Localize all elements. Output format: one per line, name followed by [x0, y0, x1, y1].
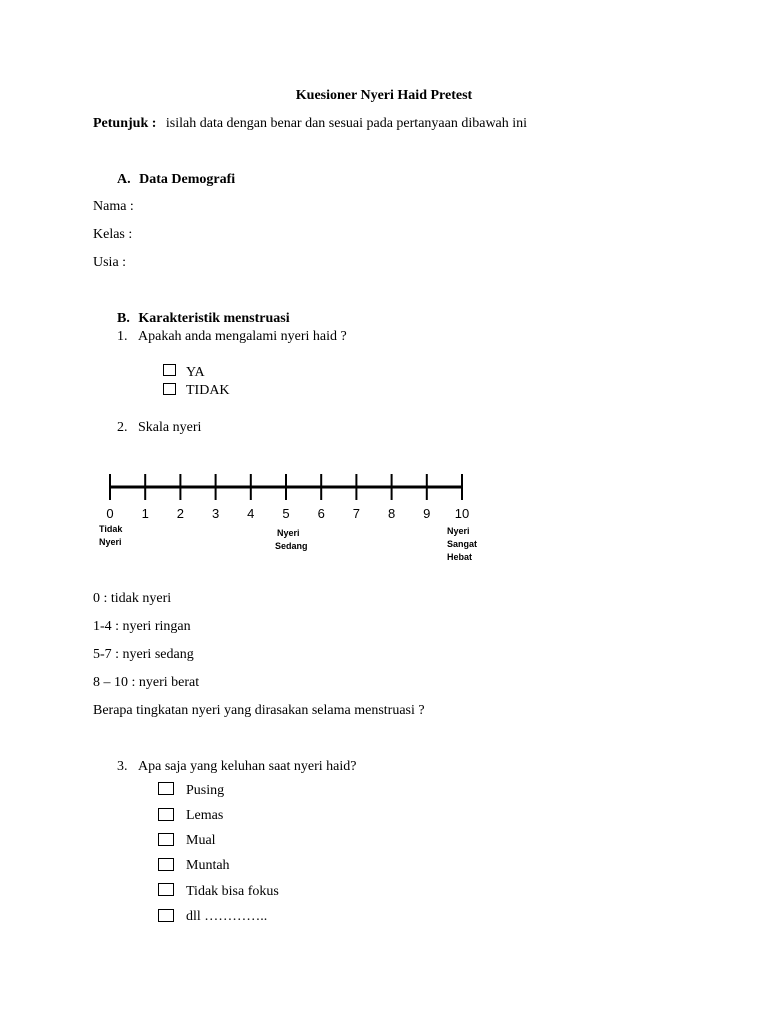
question-3-number: 3. — [117, 759, 128, 774]
scale-tick-label-8: 8 — [387, 506, 396, 521]
scale-tick-label-4: 4 — [247, 506, 255, 521]
checkbox-pusing[interactable] — [158, 782, 174, 795]
field-kelas: Kelas : — [93, 227, 133, 242]
label-low-line-1: Tidak — [99, 524, 123, 534]
question-1-number: 1. — [117, 329, 128, 344]
question-3-text: Apa saja yang keluhan saat nyeri haid? — [138, 759, 357, 774]
field-usia: Usia : — [93, 255, 127, 270]
checkbox-muntah[interactable] — [158, 858, 174, 871]
option-pusing-label: Pusing — [186, 783, 225, 798]
section-a-title: Data Demografi — [139, 172, 236, 187]
option-dll-label: dll ………….. — [186, 909, 268, 924]
label-high-line-2: Sangat — [447, 539, 478, 549]
checkbox-tidak[interactable] — [163, 383, 176, 395]
scale-tick-label-9: 9 — [423, 506, 431, 521]
label-mid-line-2: Sedang — [275, 541, 308, 551]
label-mid-line-1: Nyeri — [277, 528, 300, 538]
scale-tick-label-1: 1 — [141, 506, 149, 521]
option-tidak-bisa-fokus-label: Tidak bisa fokus — [186, 884, 279, 899]
scale-tick-label-6: 6 — [317, 506, 325, 521]
question-2-text: Skala nyeri — [138, 420, 202, 435]
checkbox-mual[interactable] — [158, 833, 174, 846]
option-lemas-label: Lemas — [186, 808, 224, 823]
section-b-marker: B. — [117, 311, 130, 326]
label-high-line-1: Nyeri — [447, 526, 470, 536]
checkbox-dll[interactable] — [158, 909, 174, 922]
section-b-heading — [117, 312, 290, 326]
scale-tick-label-7: 7 — [352, 506, 361, 521]
question-2 — [117, 421, 201, 435]
pain-scale — [90, 465, 490, 575]
question-2-number: 2. — [117, 420, 128, 435]
instruction-text: isilah data dengan benar dan sesuai pada pertanyaan dibawah ini — [165, 116, 528, 131]
legend-2: 5-7 : nyeri sedang — [93, 647, 194, 662]
field-nama: Nama : — [93, 199, 134, 214]
scale-tick-label-10: 10 — [454, 506, 470, 521]
instruction-label: Petunjuk : — [93, 116, 157, 131]
question-1-text: Apakah anda mengalami nyeri haid ? — [138, 329, 347, 344]
section-a-heading — [117, 173, 235, 187]
legend-3: 8 – 10 : nyeri berat — [93, 675, 200, 690]
label-low-line-2: Nyeri — [99, 537, 122, 547]
checkbox-tidak-bisa-fokus[interactable] — [158, 883, 174, 896]
instruction — [93, 117, 527, 131]
question-3 — [117, 760, 356, 774]
scale-tick-label-5: 5 — [282, 506, 290, 521]
checkbox-ya[interactable] — [163, 364, 176, 376]
section-a-marker: A. — [117, 172, 131, 187]
section-b-title: Karakteristik menstruasi — [138, 311, 290, 326]
question-1 — [117, 330, 347, 344]
pain-level-question: Berapa tingkatan nyeri yang dirasakan selama menstruasi ? — [93, 703, 425, 718]
scale-tick-label-3: 3 — [211, 506, 220, 521]
option-muntah-label: Muntah — [186, 858, 230, 873]
scale-tick-label-2: 2 — [176, 506, 185, 521]
legend-1: 1-4 : nyeri ringan — [93, 619, 191, 634]
legend-0: 0 : tidak nyeri — [93, 591, 172, 606]
option-tidak-label: TIDAK — [186, 383, 230, 398]
scale-tick-label-0: 0 — [106, 506, 114, 521]
option-mual-label: Mual — [186, 833, 216, 848]
label-high-line-3: Hebat — [447, 552, 473, 562]
document-title: Kuesioner Nyeri Haid Pretest — [295, 88, 473, 103]
option-ya-label: YA — [186, 365, 205, 380]
checkbox-lemas[interactable] — [158, 808, 174, 821]
